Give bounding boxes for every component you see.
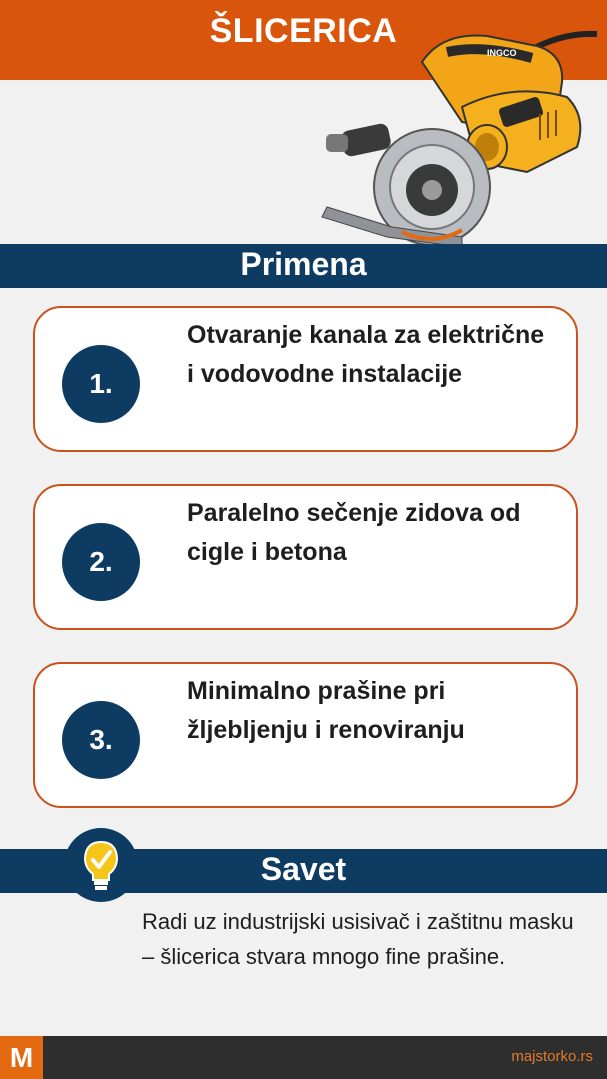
list-item [33,484,578,630]
site-link[interactable]: majstorko.rs [511,1048,593,1065]
number-badge [62,701,140,779]
wall-chaser-image [312,22,597,247]
lightbulb-icon [64,828,138,902]
number-badge [62,523,140,601]
item-text: Paralelno sečenje zidova od cigle i betona [187,499,521,566]
item-number: 3. [89,724,113,755]
logo-letter: M [9,1042,34,1073]
page-title: ŠLICERICA [209,12,398,50]
item-text: Otvaranje kanala za električne i vodovodne instalacije [187,321,545,388]
list-item [33,662,578,808]
svg-text:INGCO: INGCO [487,48,517,58]
tip-text: Radi uz industrijski usisivač i zaštitnu masku – šlicerica stvara mnogo fine prašine. [142,909,574,969]
section-title: Primena [240,246,367,282]
footer-bar [0,1036,607,1079]
item-number: 2. [89,546,113,577]
brand-logo [0,1036,43,1079]
item-number: 1. [89,368,113,399]
section-title: Savet [260,851,347,887]
number-badge [62,345,140,423]
section-header-primena [0,244,607,288]
item-text: Minimalno prašine pri žljebljenju i renoviranju [187,677,465,744]
list-item [33,306,578,452]
